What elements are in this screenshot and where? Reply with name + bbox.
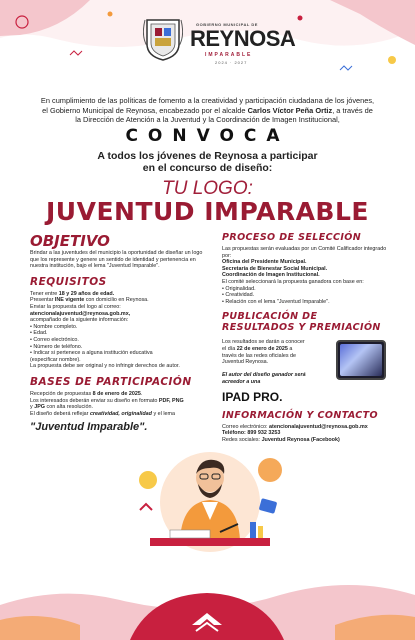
- convoca-subheading: [0, 150, 415, 174]
- req-item: • Correo electrónico.: [30, 336, 79, 343]
- proceso-criterion: • Creatividad.: [222, 292, 255, 299]
- publicacion-text: [222, 339, 330, 385]
- contacto-title: INFORMACIÓN Y CONTACTO: [222, 409, 379, 421]
- pub-line-2b: 22 de enero de 2025: [236, 345, 288, 352]
- pub-line-2a: el día: [222, 345, 237, 352]
- objetivo-title: OBJETIVO: [30, 232, 110, 250]
- convoca-sub-line-2: en el concurso de diseño:: [142, 162, 273, 174]
- proceso-criterion: • Relación con el lema "Juventud Imparable".: [222, 298, 330, 305]
- proceso-line-2: El comité seleccionará la propuesta ganadora con base en:: [222, 278, 364, 285]
- bases-line-4b: creatividad, originalidad: [89, 410, 152, 417]
- bases-title: BASES DE PARTICIPACIÓN: [30, 375, 192, 388]
- right-column: [222, 232, 387, 443]
- intro-line-2b: , a través de: [332, 105, 373, 115]
- req-age-b: 18 y 29 años de edad.: [58, 290, 115, 297]
- intro-paragraph: [30, 96, 385, 125]
- bases-line-1c: .: [140, 390, 143, 397]
- bases-line-1b: 8 de enero de 2025: [92, 390, 141, 397]
- footer-decoration: [0, 565, 415, 640]
- req-note: La propuesta debe ser original y no infringir derechos de autor.: [30, 363, 180, 370]
- bases-line-3c: con alta resolución.: [45, 404, 93, 411]
- objetivo-text: Brindar a las juventudes del municipio la oportunidad de diseñar un logo que los represente y genere un sentido de identidad y pertenencia en nuestra institución, bajo el lema "Juventud Imparable".: [30, 250, 203, 270]
- bases-line-4c: y el lema: [151, 410, 176, 417]
- req-send: Enviar la propuesta del logo al correo:: [30, 303, 121, 310]
- header: [0, 8, 415, 88]
- bases-line-3a: y: [30, 404, 35, 411]
- bases-line-2b: PDF, PNG: [158, 397, 184, 404]
- convoca-heading: CONVOCA: [125, 126, 290, 146]
- proceso-text: [222, 246, 387, 305]
- publicacion-title-1: PUBLICACIÓN DE: [222, 311, 318, 323]
- pub-line-3: través de las redes oficiales de: [222, 352, 297, 359]
- bases-line-4a: El diseño deberá reflejar: [30, 410, 90, 417]
- proceso-org: Oficina del Presidente Municipal.: [222, 259, 307, 266]
- contact-social-label: Redes sociales:: [222, 436, 262, 443]
- publicacion-title: [222, 311, 387, 333]
- proceso-criterion: • Originalidad.: [222, 285, 256, 292]
- bases-quote: "Juventud Imparable".: [30, 421, 148, 434]
- contact-phone-label: Teléfono:: [222, 430, 248, 437]
- brand-tagline: IMPARABLE: [205, 52, 253, 58]
- intro-line-3: la Dirección de Atención a la Juventud y la Coordinación de Imagen Institucional,: [75, 115, 340, 124]
- contact-email[interactable]: atencionalajuventud@reynosa.gob.mx: [269, 423, 368, 430]
- proceso-title: PROCESO DE SELECCIÓN: [222, 232, 362, 243]
- req-item: • Nombre completo.: [30, 323, 78, 330]
- mayor-name: Carlos Víctor Peña Ortiz: [247, 105, 333, 115]
- contest-title: JUVENTUD IMPARABLE: [46, 197, 369, 226]
- req-item: • Edad.: [30, 330, 48, 337]
- req-email: atencionalajuventud@reynosa.gob.mx,: [30, 310, 131, 317]
- publicacion-title-2: RESULTADOS Y PREMIACIÓN: [222, 322, 381, 334]
- brand-years: 2024 · 2027: [215, 60, 248, 65]
- convoca-sub-line-1: A todos los jóvenes de Reynosa a participar: [97, 150, 318, 162]
- bases-line-2a: Los interesados deberán enviar su diseño en formato: [30, 397, 159, 404]
- gov-label: GOBIERNO MUNICIPAL DE: [196, 22, 258, 27]
- req-item: (especificar nombre).: [30, 356, 81, 363]
- req-accompanied: acompañado de la siguiente información:: [30, 317, 129, 324]
- left-column: [30, 232, 210, 433]
- intro-line-1: En cumplimiento de las políticas de fomento a la creatividad y participación ciudadana de los jóvenes,: [40, 96, 375, 105]
- req-item: • Número de teléfono.: [30, 343, 83, 350]
- proceso-org: Coordinación de Imagen Institucional.: [222, 272, 320, 279]
- tu-logo-label: TU LOGO:: [162, 178, 253, 199]
- req-ine-b: INE vigente: [54, 297, 85, 304]
- req-age-a: Tener entre: [30, 290, 59, 297]
- designer-illustration: [110, 440, 310, 570]
- ipad-screen: [340, 344, 382, 376]
- req-item: • Indicar si pertenece a alguna institución educativa: [30, 350, 153, 357]
- bases-line-1a: Recepción de propuestas: [30, 390, 93, 397]
- proceso-org: Secretaría de Bienestar Social Municipal.: [222, 265, 328, 272]
- intro-line-2a: el Gobierno Municipal de Reynosa, encabezado por el alcalde: [42, 105, 248, 115]
- prize-label: IPAD PRO.: [222, 389, 283, 404]
- ipad-image: [336, 340, 386, 380]
- req-ine-a: Presentar: [30, 297, 55, 304]
- pub-line-2c: a: [287, 345, 293, 352]
- bases-line-3b: JPG: [34, 404, 45, 411]
- pub-line-1: Los resultados se darán a conocer: [222, 339, 305, 346]
- contact-phone[interactable]: 899 932 3253: [247, 430, 281, 437]
- pub-winner-2: acreedor a una: [222, 378, 261, 385]
- bases-text: [30, 391, 210, 417]
- brand-name: REYNOSA: [190, 26, 296, 51]
- req-ine-c: con domicilio en Reynosa.: [84, 297, 149, 304]
- contact-email-label: Correo electrónico:: [222, 423, 270, 430]
- pub-winner-1: El autor del diseño ganador será: [222, 372, 306, 379]
- pub-line-4: Juventud Reynosa.: [222, 359, 269, 366]
- requisitos-text: [30, 291, 210, 370]
- municipal-seal-icon: [143, 16, 183, 62]
- contact-social[interactable]: Juventud Reynosa (Facebook): [261, 436, 340, 443]
- proceso-line-1: Las propuestas serán evaluadas por un Comité Calificador integrado por:: [222, 246, 387, 259]
- requisitos-title: REQUISITOS: [30, 275, 107, 288]
